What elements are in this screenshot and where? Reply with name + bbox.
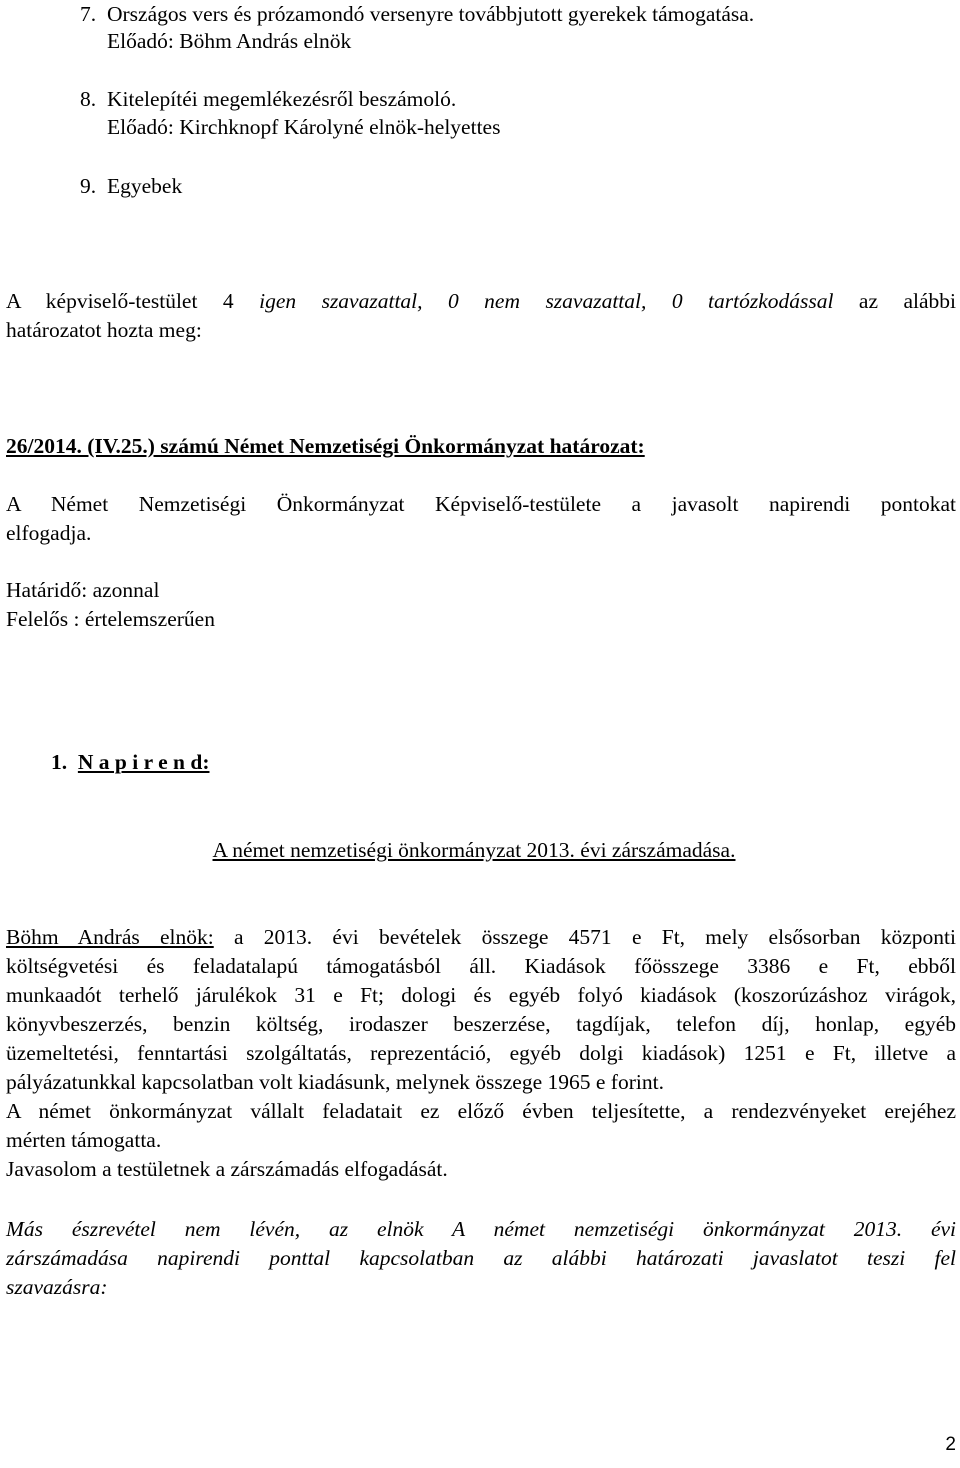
agenda-item-8-title: 8. Kitelepítéi megemlékezésről beszámoló. bbox=[80, 87, 457, 111]
report-line-7: A német önkormányzat vállalt feladatait ez előző évben teljesítette, a rendezvényeket erejéhez bbox=[6, 1099, 956, 1123]
agenda-item-8-presenter: Előadó: Kirchknopf Károlyné elnök-helyettes bbox=[107, 115, 501, 139]
report-line-2: költségvetési és feladatalapú támogatásból áll. Kiadások főösszege 3386 e Ft, ebből bbox=[6, 954, 956, 978]
resolution-body-line1: A Német Nemzetiségi Önkormányzat Képviselő-testülete a javasolt napirendi pontokat bbox=[6, 492, 956, 516]
report-line-4: könyvbeszerzés, benzin költség, irodaszer beszerzése, tagdíjak, telefon díj, honlap, egyéb bbox=[6, 1012, 956, 1036]
resolution-body-line2: elfogadja. bbox=[6, 521, 92, 545]
vote-statement-line2: határozatot hozta meg: bbox=[6, 318, 202, 342]
vote-statement-line1: A képviselő-testület 4 igen szavazattal, 0 nem szavazattal, 0 tartózkodással az alábbi bbox=[6, 289, 956, 313]
report-speaker: Böhm András elnök: bbox=[6, 925, 214, 949]
resolution-title: 26/2014. (IV.25.) számú Német Nemzetiségi Önkormányzat határozat: bbox=[6, 434, 645, 458]
closing-line-1: Más észrevétel nem lévén, az elnök A német nemzetiségi önkormányzat 2013. évi bbox=[6, 1217, 956, 1241]
report-line-5: üzemeltetési, fenntartási szolgáltatás, reprezentáció, egyéb dolgi kiadások) 1251 e Ft, illetve a bbox=[6, 1041, 956, 1065]
agenda-item-9-title: 9. Egyebek bbox=[80, 174, 183, 198]
closing-line-3: szavazásra: bbox=[6, 1275, 108, 1299]
closing-line-2: zárszámadása napirendi ponttal kapcsolatban az alábbi határozati javaslatot teszi fel bbox=[6, 1246, 956, 1270]
page-number: 2 bbox=[945, 1434, 956, 1455]
resolution-deadline: Határidő: azonnal bbox=[6, 578, 160, 602]
agenda-item-7-presenter: Előadó: Böhm András elnök bbox=[107, 29, 352, 53]
agenda-item-7-title: 7. Országos vers és prózamondó versenyre továbbjutott gyerekek támogatása. bbox=[80, 2, 755, 26]
report-line-6: pályázatunkkal kapcsolatban volt kiadásunk, melynek összege 1965 e forint. bbox=[6, 1070, 664, 1094]
report-line-3: munkaadót terhelő járulékok 31 e Ft; dologi és egyéb folyó kiadások (koszorúzáshoz virágok, bbox=[6, 983, 956, 1007]
resolution-responsible: Felelős : értelemszerűen bbox=[6, 607, 215, 631]
agenda-point-title: A német nemzetiségi önkormányzat 2013. évi zárszámadása. bbox=[212, 838, 736, 862]
report-line-9: Javasolom a testületnek a zárszámadás elfogadását. bbox=[6, 1157, 448, 1181]
report-line-1: Böhm András elnök: a 2013. évi bevételek összege 4571 e Ft, mely elsősorban központi bbox=[6, 925, 956, 949]
report-line-8: mérten támogatta. bbox=[6, 1128, 162, 1152]
agenda-point-heading: 1. N a p i r e n d: bbox=[51, 750, 210, 774]
